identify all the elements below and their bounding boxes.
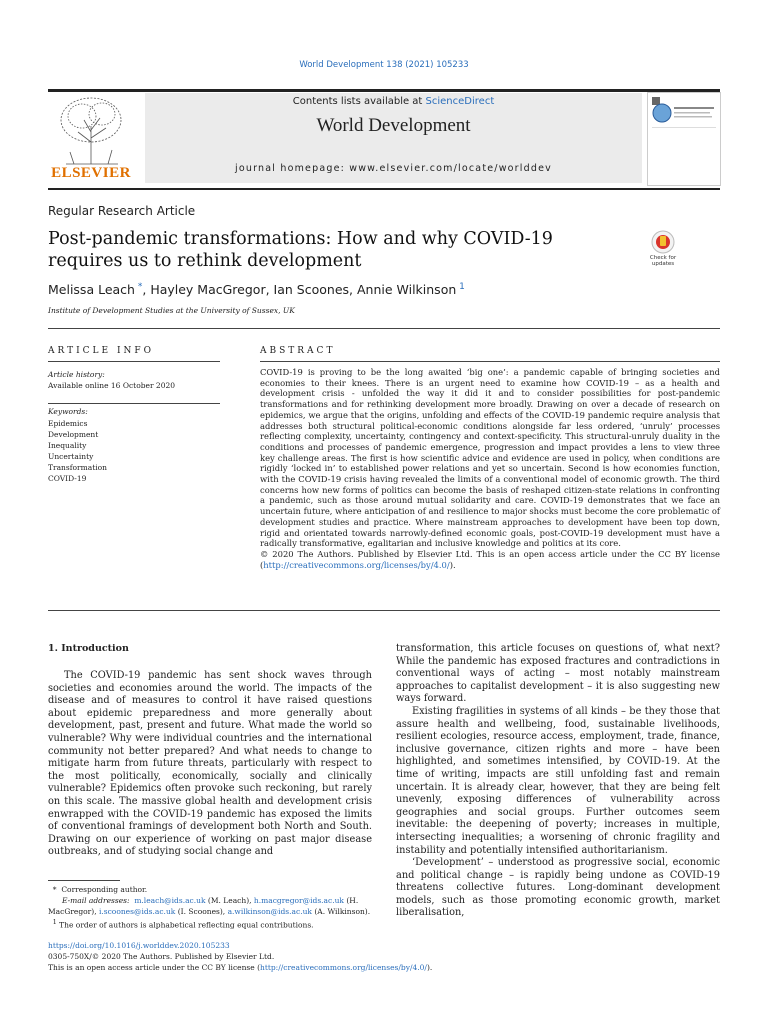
keywords-label: Keywords: [48, 407, 88, 416]
author-separator: , [349, 282, 357, 298]
author-name: Hayley MacGregor [150, 282, 266, 298]
author-footnote-mark[interactable]: * [134, 282, 143, 292]
keyword: Inequality [48, 441, 87, 450]
author-separator: , [142, 282, 151, 298]
keyword: COVID-19 [48, 474, 87, 483]
article-history-label: Article history: [48, 370, 105, 379]
body-paragraph: transformation, this article focuses on questions of, what next? While the pandemic has exposed fractures and contradictions in conventional ways of acting – most notably mainstream approaches to capitalist development – it is also suggesting new ways forward. [396, 643, 720, 705]
divider [260, 361, 720, 362]
keyword: Epidemics [48, 419, 88, 428]
email-link[interactable]: h.macgregor@ids.ac.uk [253, 896, 344, 905]
article-title: Post-pandemic transformations: How and why COVID-19 requires us to rethink development [48, 229, 553, 271]
body-column-left [48, 670, 372, 859]
footnote-order [48, 917, 372, 931]
article-info-heading: ARTICLE INFO [48, 346, 155, 356]
journal-cover-thumbnail [647, 92, 721, 186]
author-name: Melissa Leach [48, 282, 135, 298]
divider [48, 361, 220, 362]
abstract-license-suffix: ). [449, 559, 456, 570]
abstract-license-prefix: © 2020 The Authors. Published by Elsevier Ltd. This is an open access article under the CC BY license ( [260, 548, 720, 570]
email-label: E-mail addresses: [62, 896, 130, 905]
body-column-right [396, 643, 720, 920]
abstract-text: COVID-19 is proving to be the long awaited ‘big one’: a pandemic capable of bringing societies and economies to their knees. There is an urgent need to examine how COVID-19 – as a health and development crisis - unfolded the way it did it and to consider possibilities for post-pandemic transformations and for rethinking development more broadly. Drawing on over a decade of research on epidemics, we argue that the origins, unfolding and effects of the COVID-19 pandemic require analysis that addresses both structural political-economic conditions alongside far less ordered, ‘unruly’ processes reflecting complexity, uncertainty, contingency and context-specificity. This structural-unruly duality in the conditions and processes of pandemic emergence, progression and impact provides a lens to view three key challenge areas. The first is how scientific advice and evidence are used in policy, when conditions are rigidly ‘locked in’ to established power relations and yet so uncertain. Second is how economies function, with the COVID-19 crisis having revealed the limits of a conventional model of economic growth. The third concerns how new forms of politics can become the basis of reshaped citizen-state relations in confronting a pandemic, such as those around mutual solidarity and care. COVID-19 demonstrates that we face an uncertain future, where anticipation of and resilience to major shocks must become the core problematic of development studies and practice. Where mainstream approaches to development have been top down, rigid and orientated towards narrowly-defined economic goals, post-COVID-19 development must have a radically transformative, egalitarian and inclusive knowledge and politics at its core. [260, 367, 720, 549]
issn-line: 0305-750X/© 2020 The Authors. Published by Elsevier Ltd. [48, 952, 275, 961]
footnote-order-text: The order of authors is alphabetical reflecting equal contributions. [59, 920, 314, 930]
email-link[interactable]: i.scoones@ids.ac.uk [98, 907, 176, 916]
contents-line [145, 96, 642, 107]
journal-homepage[interactable]: journal homepage: www.elsevier.com/locate/worlddev [235, 163, 552, 174]
license-prefix: This is an open access article under the CC BY license ( [48, 963, 261, 972]
license-link[interactable]: http://creativecommons.org/licenses/by/4.0/ [260, 963, 427, 972]
journal-masthead [145, 93, 642, 183]
email-owner: (A. Wilkinson). [311, 907, 371, 916]
email-owner: (I. Scoones), [175, 907, 228, 916]
masthead-bottom-rule [48, 188, 720, 190]
footnote-corresponding-text: Corresponding author. [61, 885, 148, 894]
affiliation: Institute of Development Studies at the University of Sussex, UK [48, 306, 295, 315]
sciencedirect-link[interactable]: ScienceDirect [425, 96, 495, 107]
footnote-corresponding [48, 884, 372, 895]
footnote-mark: * [52, 885, 57, 894]
elsevier-wordmark: ELSEVIER [51, 165, 131, 181]
keyword-list [48, 418, 107, 484]
journal-citation-link[interactable]: World Development 138 (2021) 105233 [299, 60, 469, 70]
body-paragraph: Existing fragilities in systems of all kinds – be they those that assure health and wellbeing, food, sustainable livelihoods, resilient ecologies, resource access, employment, trade, finance, inclusive governance, citizen rights and more – have been highlighted, and sometimes intensified, by COVID-19. At the time of writing, impacts are still unfolding fast and remain uncertain. It is already clear, however, that they are being felt unevenly, exposing differences of vulnerability across geographies and social groups. Further outcomes seem inevitable: the deepening of poverty; increases in multiple, intersecting inequalities; a worsening of chronic fragility and instability and potentially intensified authoritarianism. [396, 705, 720, 856]
divider [48, 610, 720, 611]
abstract-body [260, 367, 720, 570]
license-suffix: ). [426, 963, 433, 972]
author-list [48, 282, 465, 297]
license-line [48, 962, 508, 973]
author-name: Ian Scoones [273, 282, 350, 298]
check-for-updates-badge[interactable] [643, 228, 683, 268]
email-link[interactable]: a.wilkinson@ids.ac.uk [227, 907, 312, 916]
abstract-license-link[interactable]: http://creativecommons.org/licenses/by/4.0/ [263, 559, 450, 570]
keyword: Transformation [48, 463, 107, 472]
check-updates-label: Check for updates [649, 255, 677, 267]
article-type: Regular Research Article [48, 204, 196, 218]
body-paragraph: ‘Development’ – understood as progressive social, economic and political change – is rapidly being undone as COVID-19 threatens collective futures. Long-dominant development models, such as those promoting economic growth, market liberalisation, [396, 857, 720, 919]
keyword: Development [48, 430, 99, 439]
article-history-value: Available online 16 October 2020 [48, 381, 176, 390]
body-paragraph: The COVID-19 pandemic has sent shock waves through societies and economies around the world. The impacts of the disease and of measures to control it have raised questions about epidemic preparedness and more generally about development, past, present and future. What made the world so vulnerable? Why were individual countries and the international community not better prepared? And what needs to change to mitigate harm from future threats, particularly with respect to the most politically, economically, socially and clinically vulnerable? Epidemics often provoke such reckoning, but rarely on this scale. The massive global health and development crisis enwrapped with the COVID-19 pandemic has exposed the limits of conventional framings of development both North and South. Drawing on our experience of working on past major disease outbreaks, and of studying social change and [48, 670, 372, 858]
author-separator: , [265, 282, 274, 298]
footnote-mark: 1 [52, 919, 57, 926]
email-owner: (M. Leach), [205, 896, 254, 905]
journal-title: World Development [316, 115, 471, 136]
footnote-rule [48, 880, 120, 881]
email-owner: (H. MacGregor), [48, 896, 359, 916]
keyword: Uncertainty [48, 452, 94, 461]
publication-info [48, 940, 508, 973]
contents-prefix: Contents lists available at [292, 96, 426, 107]
author-footnote-mark[interactable]: 1 [456, 282, 465, 292]
email-link[interactable]: m.leach@ids.ac.uk [134, 896, 206, 905]
footnotes [48, 884, 372, 931]
divider [48, 328, 720, 329]
header-rule [48, 89, 720, 92]
abstract-heading: ABSTRACT [260, 346, 336, 356]
section-heading-introduction: 1. Introduction [48, 643, 129, 654]
doi-link[interactable]: https://doi.org/10.1016/j.worlddev.2020.105233 [48, 941, 230, 950]
divider [48, 403, 220, 404]
author-name: Annie Wilkinson [356, 282, 457, 298]
footnote-emails [48, 895, 372, 917]
